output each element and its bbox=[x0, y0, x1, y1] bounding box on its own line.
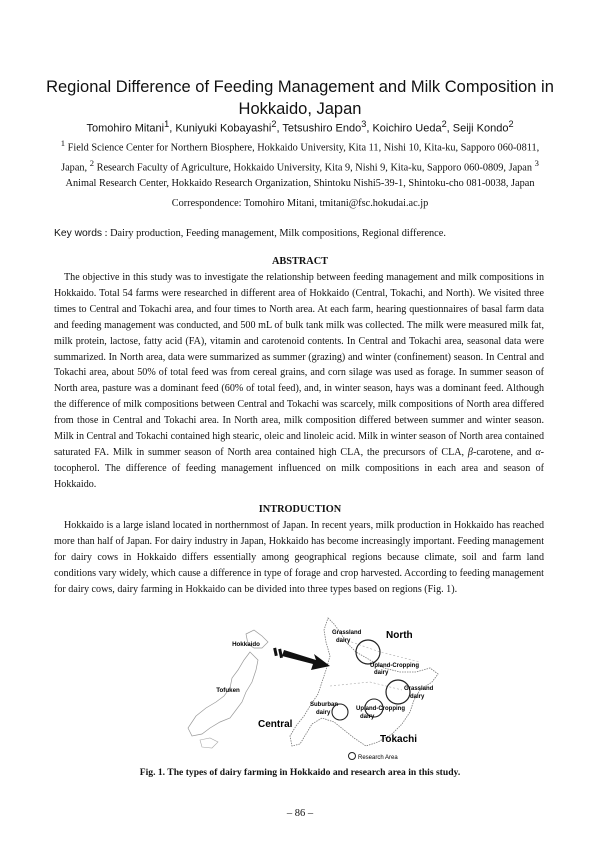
affiliation-2: Research Faculty of Agriculture, Hokkaido University, Kita 9, Nishi 9, Kita-ku, Sapporo 060-0809, Japan bbox=[96, 162, 533, 174]
author: Tetsushiro Endo bbox=[282, 122, 362, 135]
keywords bbox=[54, 228, 554, 239]
author-list: Tomohiro Mitani$^1$, Kuniyuki Kobayashi$^2$, Tetsushiro Endo$^3$, Koichiro Ueda$^2$, Seiji Kondo$^2$ bbox=[86, 119, 514, 135]
author-affil-mark: 2 bbox=[271, 119, 277, 129]
research-area-circle bbox=[356, 640, 380, 664]
keywords-label: Key words bbox=[54, 228, 103, 239]
research-area-circle bbox=[386, 680, 410, 704]
honshu-outline bbox=[188, 652, 258, 736]
zone-boundary bbox=[330, 682, 402, 690]
affil-mark: 2 bbox=[89, 158, 94, 169]
hokkaido-map-figure bbox=[180, 612, 450, 762]
author-affil-mark: 3 bbox=[361, 119, 367, 129]
abstract-text: The objective in this study was to investigate the relationship between feeding management and milk compositions in Hokkaido. Total 54 farms were researched in different area of Hokkaido (Central, Tokachi, and North). We visited three times to Central and Tokachi area, and four times to North area. At each farm, hearing questionnaires of basal farm data and feeding management was conducted, and 500 mL of bulk tank milk was collected. The milk were measured milk fat, milk protein, lactose, fatty acid (FA), vitamin and carotenoid contents. In Central and Tokachi area, seasonal data were summarized. In North area, data were summarized as summer (grazing) and winter (confinement) season. In Central and Tokachi area, about 50% of total feed was from cereal grains, and corn silage was used as forage. In summer season of North area, pasture was a dominant feed (60% of total feed), and, in winter season, hays was a dominant feed. Although the difference of milk compositions between Central and Tokachi was scarcely, milk compositions of North area differed from those in Central and Tokachi area. In North area, milk composition differed between summer and winter season. Milk in Central and Tokachi contained high stearic, oleic and linoleic acid. Milk in winter season of North area contained saturated FA. Milk in summer season of North area contained high CLA, the precursors of CLA, bbox=[54, 272, 544, 458]
paper-title: Regional Difference of Feeding Management and Milk Composition in Hokkaido, Japan bbox=[46, 78, 554, 118]
abstract-text: -tocopherol. The difference of feeding management influenced on milk compositions in each area and season of Hokkaido. bbox=[54, 446, 544, 490]
legend-label: Research Area bbox=[358, 755, 398, 761]
correspondence: Correspondence: Tomohiro Mitani, tmitani@fsc.hokudai.ac.jp bbox=[171, 198, 429, 209]
affiliation-1: Field Science Center for Northern Biosphere, Hokkaido University, Kita 11, Nishi 10, Kita-ku, Sapporo 060-0811, Japan, bbox=[61, 142, 540, 174]
legend-circle bbox=[349, 753, 356, 760]
author: Koichiro Ueda bbox=[372, 122, 442, 135]
author-affil-mark: 1 bbox=[164, 119, 170, 129]
author-affil-mark: 2 bbox=[508, 119, 514, 129]
affiliations bbox=[54, 136, 546, 192]
pointer-arrow bbox=[282, 650, 330, 670]
region-label-central: Central bbox=[258, 719, 293, 730]
author-affil-mark: 2 bbox=[441, 119, 447, 129]
region-label-tokachi: Tokachi bbox=[380, 734, 418, 745]
author: Seiji Kondo bbox=[452, 122, 509, 135]
abstract-text: -carotene, and bbox=[472, 446, 536, 458]
region-label-north: North bbox=[386, 630, 413, 641]
author: Kuniyuki Kobayashi bbox=[175, 122, 272, 135]
affiliation-3: Animal Research Center, Hokkaido Research Organization, Shintoku Nishi5-39-1, Shintoku-cho 081-0038, Japan bbox=[65, 178, 535, 190]
abstract-heading: ABSTRACT bbox=[271, 256, 329, 267]
page-number: ‒ 86 ‒ bbox=[286, 808, 314, 819]
abstract-body bbox=[54, 270, 544, 493]
affil-mark: 1 bbox=[60, 138, 66, 148]
map-label: dairy bbox=[316, 710, 331, 716]
affil-mark: 3 bbox=[534, 158, 539, 169]
map-label: dairy bbox=[360, 714, 375, 720]
arrow-tail bbox=[273, 648, 278, 656]
introduction-heading: INTRODUCTION bbox=[258, 504, 342, 515]
figure-caption: Fig. 1. The types of dairy farming in Hokkaido and research area in this study. bbox=[139, 767, 461, 778]
map-label: Upland-Cropping bbox=[356, 706, 405, 712]
map-label: Hokkaido bbox=[232, 641, 260, 648]
arrow-tail bbox=[278, 649, 283, 658]
hokkaido-outline bbox=[290, 618, 438, 746]
author: Tomohiro Mitani bbox=[86, 122, 165, 135]
alpha-symbol: α bbox=[535, 446, 541, 458]
map-label: dairy bbox=[410, 694, 425, 700]
beta-symbol: β bbox=[467, 446, 473, 458]
map-label: Grassland bbox=[332, 630, 362, 636]
map-label: Upland-Cropping bbox=[370, 663, 419, 669]
map-label: Suburban bbox=[310, 702, 338, 708]
introduction-body: Hokkaido is a large island located in northernmost of Japan. In recent years, milk production in Hokkaido has reached more than half of Japan. For dairy industry in Japan, Hokkaido has become increasingly important. Feeding management for dairy cows in Hokkaido differs essentially among geographical regions because climate, soil and farm land conditions vary widely, which cause a difference in type of forage and crop harvested. According to feeding management for dairy cows, dairy farming in Hokkaido can be divided into three types based on regions (Fig. 1). bbox=[54, 520, 544, 595]
map-label: Grassland bbox=[404, 686, 434, 692]
keywords-text: : Dairy production, Feeding management, Milk compositions, Regional difference. bbox=[104, 228, 446, 239]
map-label: dairy bbox=[374, 670, 389, 676]
map-label: dairy bbox=[336, 638, 351, 644]
map-label: Tofuken bbox=[216, 687, 240, 694]
shikoku-outline bbox=[200, 738, 218, 748]
